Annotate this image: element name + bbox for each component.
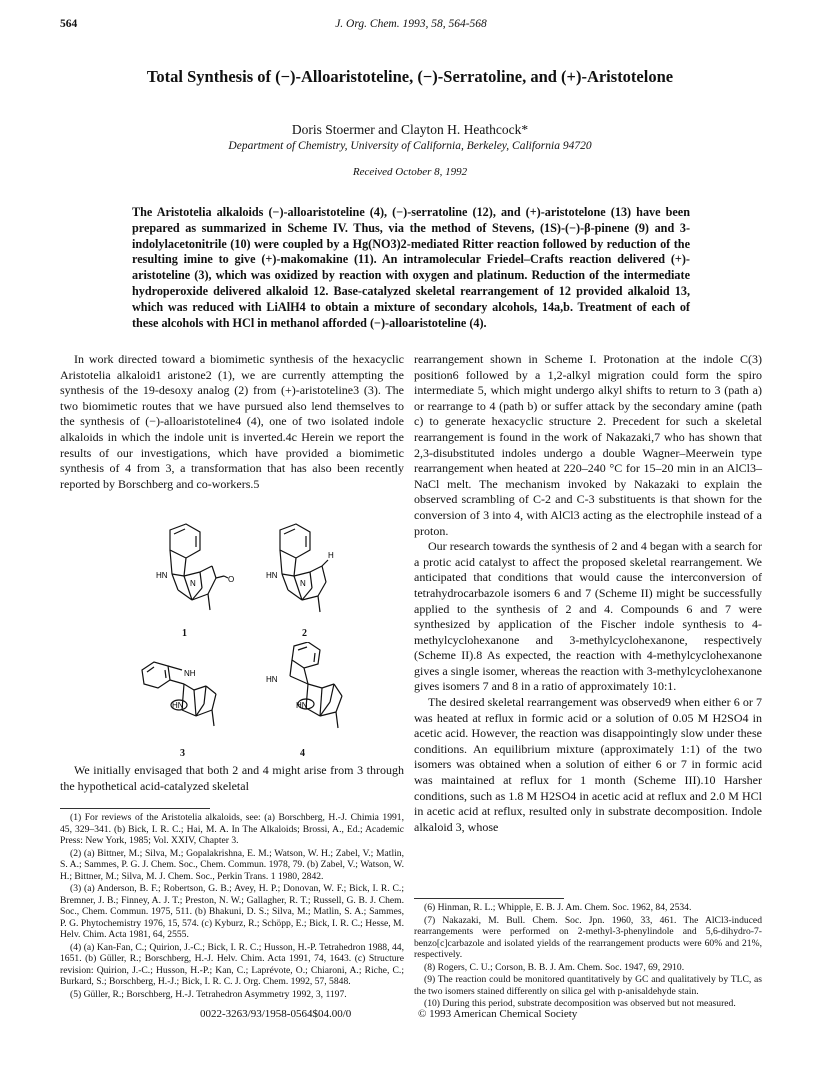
paragraph: We initially envisaged that both 2 and 4 might arise from 3 through the hypothetical acid-catalyzed skeletal [60, 763, 404, 793]
h-atom-label: H [328, 551, 334, 560]
running-header [60, 18, 762, 34]
affiliation: Department of Chemistry, University of California, Berkeley, California 94720 [228, 140, 592, 152]
paragraph: Our research towards the synthesis of 2 and 4 began with a search for a protic acid catalyst to affect the proposed skeletal rearrangement. We anticipated that conditions that would cause the interconversion of tetrahydrocarbazole isomers 6 and 7 (Scheme II) might be successfully applied to the synthesis of 2 and 4. Compounds 6 and 7 were synthesized by application of the Fischer indole synthesis to 4-methylcyclohexanone and 3-methylcyclohexanone, respectively (Scheme II).8 As expected, the reaction with 4-methylcyclohexanone gives a single isomer, whereas the reaction with 3-methylcyclohexanone gives isomers 7 and 8 in a ratio of approximately 10:1. [414, 539, 762, 694]
hn-atom-label: HN [156, 571, 168, 580]
hn-atom-label: HN [172, 701, 184, 710]
footnote: (10) During this period, substrate decomposition was observed but not measured. [424, 998, 736, 1009]
footnote: (3) (a) Anderson, B. F.; Robertson, G. B.; Avey, H. P.; Donovan, W. F.; Bick, I. R. C.; Bremner, J. B.; Finney, A. J. T.; Preston, N. W.; Gallagher, R. T.; Russell, G. B. J. Chem. Soc., Chem. Commun. 1975, 511. (b) Bhakuni, D. S.; Silva, M.; Matlin, S. A.; Sammes, P. G. Phytochemistry 1976, 15, 574. (c) Kyburz, R.; Schöpp, E.; Bick, I. R. C.; Hesse, M. Helv. Chim. Acta 1981, 64, 2555. [60, 883, 404, 940]
left-column-continued [60, 763, 404, 794]
footnote: (9) The reaction could be monitored quantitatively by GC and qualitatively by TLC, as the two isomers stained differently on silica gel with p-anisaldehyde stain. [414, 974, 762, 997]
left-column [60, 352, 404, 492]
hn-atom-label: HN [296, 701, 308, 710]
copyright-notice: © 1993 American Chemical Society [418, 1008, 578, 1020]
nh-atom-label: NH [184, 669, 196, 678]
page-number: 564 [60, 18, 78, 30]
footnote-divider [60, 808, 210, 809]
structure-3-drawing [132, 646, 232, 746]
footnote: (1) For reviews of the Aristotelia alkaloids, see: (a) Borschberg, H.-J. Chimia 1991, 45, 329–341. (b) Bick, I. R. C.; Hai, M. A. In The Alkaloids; Brossi, A., Ed.; Academic Press: New York, 1985; Vol. XXIV, Chapter 3. [60, 812, 404, 846]
structure-2-drawing [258, 520, 348, 630]
paragraph: The desired skeletal rearrangement was observed9 when either 6 or 7 was heated at reflux in formic acid or a solution of 0.05 M H2SO4 in acetic acid. However, the reaction was disappointingly slow under these conditions. An equilibrium mixture (approximately 1:1) of the two isomers was obtained when a solution of either 6 or 7 in formic acid was maintained at reflux for 1 month (Scheme III).10 Harsher conditions, such as 1.8 M H2SO4 in acetic acid at reflux and 2.0 M HCl in acetic acid at reflux, resulted only in substrate decomposition. Indole alkaloid 3, whose [414, 695, 762, 834]
o-atom-label: O [228, 575, 235, 584]
n-atom-label: N [190, 579, 196, 588]
footnote: (2) (a) Bittner, M.; Silva, M.; Gopalakrishna, E. M.; Watson, W. H.; Zabel, V.; Matlin, S. A.; Sammes, P. G. J. Chem. Soc., Chem. Commun. 1978, 79. (b) Zabel, V.; Watson, W. H.; Bittner, M.; Silva, M. J. Chem. Soc., Perkin Trans. 1 1980, 2842. [60, 847, 404, 882]
footnote: (4) (a) Kan-Fan, C.; Quirion, J.-C.; Bick, I. R. C.; Husson, H.-P. Tetrahedron 1988, 44, 1651. (b) Güller, R.; Borschberg, H.-J. Helv. Chim. Acta 1991, 74, 1643. (c) Structure revision: Quirion, J.-C.; Husson, H.-P.; Kan, C.; Laprévote, O.; Chiaroni, A.; Riche, C.; Burkard, S.; Borschberg, H.-J.; Bick, I. R. C. J. Org. Chem. 1992, 57, 5848. [60, 941, 404, 987]
hn-atom-label: HN [266, 571, 278, 580]
structure-figure [60, 520, 404, 760]
structure-4-drawing [256, 642, 356, 746]
hn-atom-label: HN [266, 675, 278, 684]
journal-reference: J. Org. Chem. 1993, 58, 564-568 [335, 18, 487, 30]
structure-1-drawing [148, 520, 238, 630]
footnote-divider [414, 898, 564, 899]
paragraph: rearrangement shown in Scheme I. Protonation at the indole C(3) position6 followed by a 1,2-alkyl migration could form the spiro intermediate 5, which might undergo alkyl shifts to return to 3 (path a) or rearrange to 4 (path b) or suffer attack by the secondary amine (path c) to generate hexacyclic structure 2. Precedent for such a skeletal rearrangement is found in the work of Nakazaki,7 who has shown that 2,3-disubstituted indoles undergo a double Wagner–Meerwein type rearrangement when heated at 220–240 °C for 15–20 min in an AlCl3–NaCl melt. The mechanism invoked by Nakazaki to explain the observed scrambling of C-2 and C-3 substituents is that shown for the conversion of 3 into 4, with AlCl3 acting as the electrophile instead of a proton. [414, 352, 762, 538]
author-list: Doris Stoermer and Clayton H. Heathcock* [291, 122, 529, 137]
footnotes-left [60, 812, 404, 1001]
paragraph: In work directed toward a biomimetic synthesis of the hexacyclic Aristotelia alkaloid1 aristone2 (1), we are currently attempting the synthesis of the 19-desoxy analog (2) from (+)-aristoteline3 (3). The two biomimetic routes that we have pursued also lend themselves to the synthesis of (−)-alloaristoteline4 (4), one of two isolated indole alkaloids in which the indole unit is inverted.4c Herein we report the results of our investigations, which have provided a biomimetic synthesis of 4 from 3, a transformation that has also been recently reported by Borschberg and co-workers.5 [60, 352, 404, 491]
article-title: Total Synthesis of (−)-Alloaristoteline, (−)-Serratoline, and (+)-Aristotelone [146, 67, 674, 86]
footnote: (8) Rogers, C. U.; Corson, B. B. J. Am. Chem. Soc. 1947, 69, 2910. [424, 961, 685, 973]
structure-label-4: 4 [300, 748, 305, 759]
footnotes-right [414, 902, 762, 1011]
structure-label-3: 3 [180, 748, 185, 759]
footnote: (5) Güller, R.; Borschberg, H.-J. Tetrahedron Asymmetry 1992, 3, 1197. [70, 988, 347, 1000]
n-atom-label: N [300, 579, 306, 588]
footnote: (6) Hinman, R. L.; Whipple, E. B. J. Am. Chem. Soc. 1962, 84, 2534. [424, 902, 692, 913]
received-date: Received October 8, 1992 [352, 166, 468, 178]
article-code: 0022-3263/93/1958-0564$04.00/0 [200, 1008, 352, 1020]
abstract: The Aristotelia alkaloids (−)-alloaristoteline (4), (−)-serratoline (12), and (+)-aristotelone (13) have been prepared as summarized in Scheme IV. Thus, via the method of Stevens, (1S)-(−)-β-pinene (9) and 3-indolylacetonitrile (10) were coupled by a Hg(NO3)2-mediated Ritter reaction followed by reduction of the resulting imine to give (+)-makomakine (11). An intramolecular Friedel–Crafts reaction delivered (+)-aristoteline (3), which was oxidized by reaction with oxygen and platinum. Reduction of the intermediate hydroperoxide delivered alkaloid 12. Base-catalyzed skeletal rearrangement of 12 provided alkaloid 13, which was reduced with LiAlH4 to obtain a mixture of secondary alcohols, 14a,b. Treatment of each of these alcohols with HCl in methanol afforded (−)-alloaristoteline (4). [132, 205, 690, 330]
right-column [414, 352, 762, 835]
structure-label-1: 1 [182, 628, 187, 639]
footnote: (7) Nakazaki, M. Bull. Chem. Soc. Jpn. 1960, 33, 461. The AlCl3-induced rearrangements were performed on 2-methyl-3-phenylindole and 5,6-dihydro-7-benzo[c]carbazole and isolated yields of the rearrangement products were 60% and 21%, respectively. [414, 914, 762, 960]
structure-label-2: 2 [302, 628, 307, 639]
